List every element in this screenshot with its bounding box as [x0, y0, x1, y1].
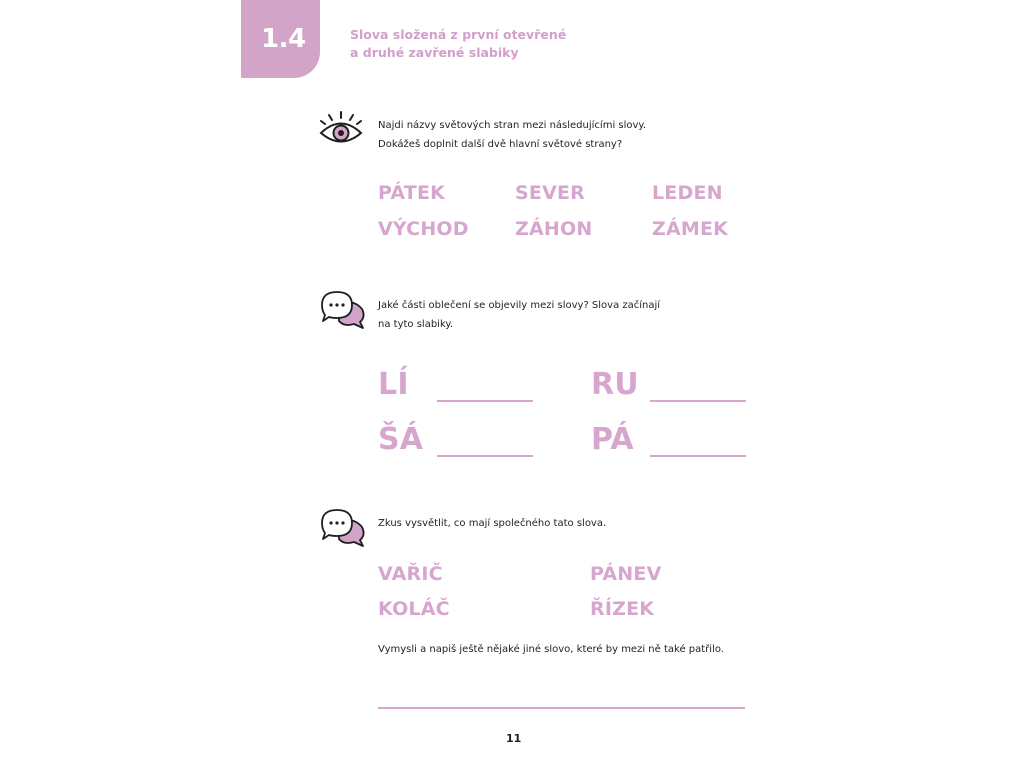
- answer-line[interactable]: [378, 707, 745, 709]
- word-sever: SEVER: [515, 182, 585, 204]
- exercise2-instruction: [378, 296, 660, 334]
- word-varic: VAŘIČ: [378, 563, 443, 585]
- page-number: 11: [506, 732, 522, 745]
- syllable-li: LÍ: [378, 367, 409, 402]
- exercise2-line1: Jaké části oblečení se objevily mezi slovy? Slova začínají: [378, 300, 661, 311]
- word-rizek: ŘÍZEK: [590, 598, 655, 620]
- syllable-pa: PÁ: [591, 422, 634, 457]
- chapter-number: 1.4: [261, 24, 306, 54]
- word-zahon: ZÁHON: [515, 218, 593, 240]
- chapter-title-line2: a druhé zavřené slabiky: [350, 45, 519, 60]
- word-zamek: ZÁMEK: [652, 218, 729, 240]
- word-vychod: VÝCHOD: [378, 218, 469, 240]
- exercise3-followup: Vymysli a napiš ještě nějaké jiné slovo, které by mezi ně také patřilo.: [378, 644, 724, 655]
- answer-blank-pa[interactable]: [650, 455, 746, 457]
- chapter-title-line1: Slova složená z první otevřené: [350, 27, 567, 42]
- answer-blank-li[interactable]: [437, 400, 533, 402]
- syllable-sa: ŠÁ: [378, 422, 424, 457]
- exercise3-instruction: [378, 514, 606, 533]
- word-leden: LEDEN: [652, 182, 723, 204]
- speech-bubbles-icon: [318, 289, 366, 335]
- exercise1-line2: Dokážeš doplnit další dvě hlavní světové strany?: [378, 139, 623, 150]
- speech-bubbles-icon: [318, 507, 366, 553]
- syllable-ru: RU: [591, 367, 639, 402]
- eye-icon: [318, 110, 364, 154]
- answer-blank-ru[interactable]: [650, 400, 746, 402]
- answer-blank-sa[interactable]: [437, 455, 533, 457]
- word-kolac: KOLÁČ: [378, 598, 450, 620]
- exercise1-instruction: [378, 116, 646, 154]
- word-panev: PÁNEV: [590, 563, 662, 585]
- exercise3-line1: Zkus vysvětlit, co mají společného tato slova.: [378, 518, 607, 529]
- exercise1-line1: Najdi názvy světových stran mezi následujícími slovy.: [378, 120, 647, 131]
- chapter-title: [350, 26, 610, 62]
- word-patek: PÁTEK: [378, 182, 446, 204]
- exercise2-line2: na tyto slabiky.: [378, 319, 454, 330]
